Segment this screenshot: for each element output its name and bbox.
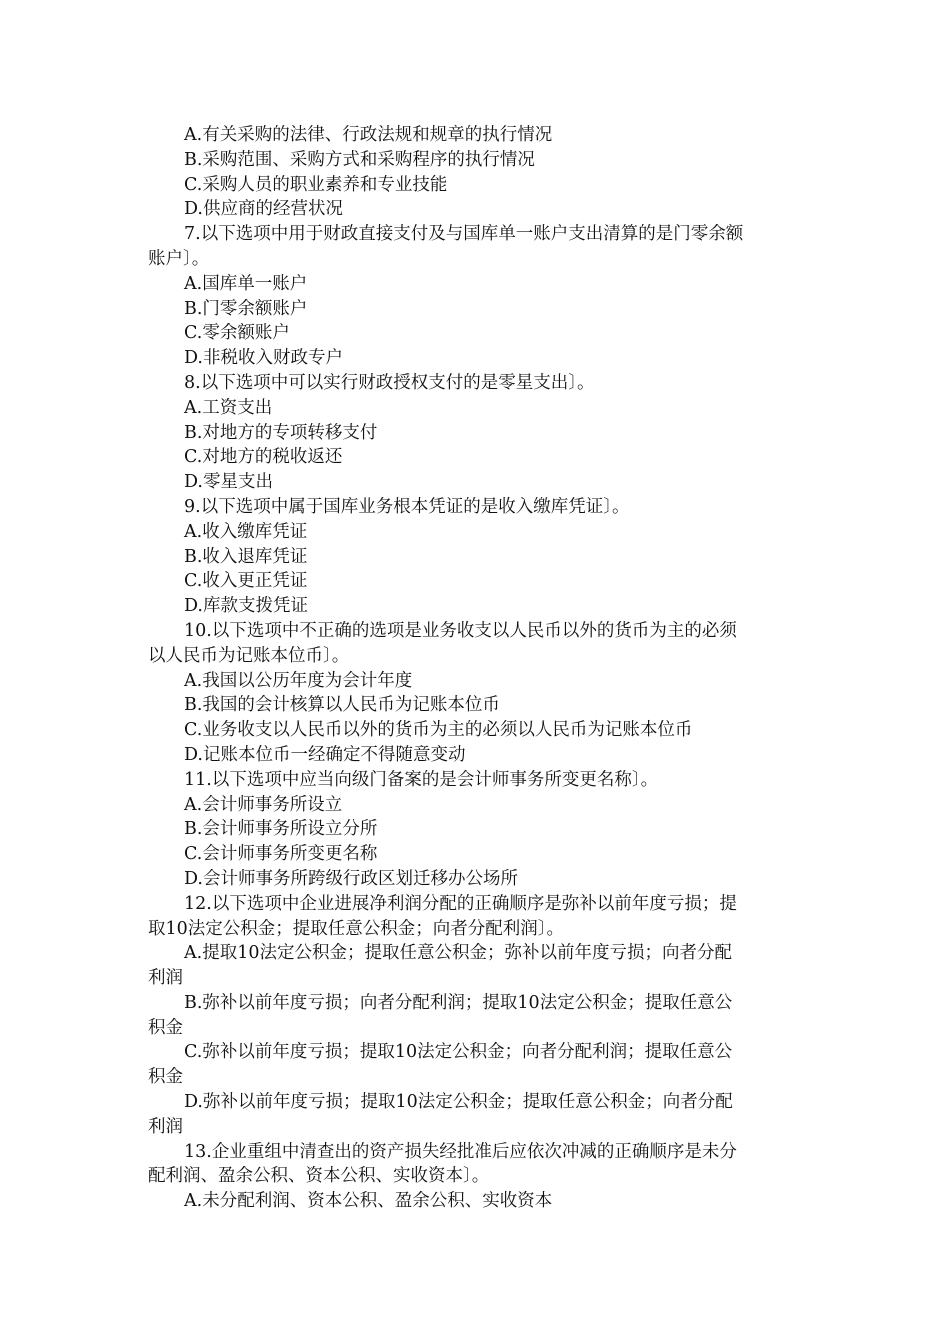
text-line: D.会计师事务所跨级行政区划迁移办公场所: [184, 868, 518, 889]
text-line: B.门零余额账户: [184, 298, 308, 319]
text-line: 以人民币为记账本位币〕。: [148, 645, 350, 666]
text-line: D.零星支出: [184, 472, 273, 493]
text-line: 利润: [148, 1116, 183, 1137]
text-line: B.采购范围、采购方式和采购程序的执行情况: [184, 149, 535, 170]
text-line: C.对地方的税收返还: [184, 447, 343, 468]
text-line: B.收入退库凭证: [184, 546, 308, 567]
text-line: A.有关采购的法律、行政法规和规章的执行情况: [184, 125, 553, 145]
text-line: D.记账本位币一经确定不得随意变动: [184, 744, 466, 765]
text-line: 12.以下选项中企业进展净利润分配的正确顺序是弥补以前年度亏损；提: [184, 893, 737, 914]
text-line: C.零余额账户: [184, 323, 290, 344]
text-line: 7.以下选项中用于财政直接支付及与国库单一账户支出清算的是门零余额: [184, 224, 744, 245]
text-line: 账户〕。: [148, 248, 210, 269]
text-line: A.收入缴库凭证: [184, 521, 308, 542]
text-line: 利润: [148, 968, 183, 989]
text-line: A.会计师事务所设立: [184, 794, 343, 815]
text-line: B.弥补以前年度亏损；向者分配利润；提取10法定公积金；提取任意公: [184, 992, 733, 1013]
text-line: C.业务收支以人民币以外的货币为主的必须以人民币为记账本位币: [184, 720, 693, 741]
text-line: 积金: [148, 1017, 183, 1038]
text-line: 10.以下选项中不正确的选项是业务收支以人民币以外的货币为主的必须: [184, 620, 737, 641]
text-line: 11.以下选项中应当向级门备案的是会计师事务所变更名称〕。: [184, 769, 659, 790]
text-line: D.弥补以前年度亏损；提取10法定公积金；提取任意公积金；向者分配: [184, 1092, 733, 1113]
text-line: B.对地方的专项转移支付: [184, 422, 378, 443]
text-line: 13.企业重组中清查出的资产损失经批准后应依次冲减的正确顺序是未分: [184, 1141, 737, 1162]
text-line: C.收入更正凭证: [184, 571, 308, 592]
text-line: C.弥补以前年度亏损；提取10法定公积金；向者分配利润；提取任意公: [184, 1042, 733, 1063]
text-line: D.库款支拨凭证: [184, 596, 308, 617]
text-line: A.我国以公历年度为会计年度: [184, 670, 413, 691]
text-line: A.未分配利润、资本公积、盈余公积、实收资本: [184, 1191, 553, 1212]
text-line: D.非税收入财政专户: [184, 348, 343, 369]
text-line: 取10法定公积金；提取任意公积金；向者分配利润〕。: [148, 918, 565, 939]
text-line: 9.以下选项中属于国库业务根本凭证的是收入缴库凭证〕。: [184, 496, 630, 517]
text-line: C.采购人员的职业素养和专业技能: [184, 174, 448, 195]
text-line: A.国库单一账户: [184, 273, 308, 294]
document-body: [148, 123, 798, 1214]
text-line: 积金: [148, 1067, 183, 1088]
text-line: B.会计师事务所设立分所: [184, 819, 378, 840]
text-line: A.提取10法定公积金；提取任意公积金；弥补以前年度亏损；向者分配: [184, 943, 732, 964]
text-line: B.我国的会计核算以人民币为记账本位币: [184, 695, 500, 716]
text-line: D.供应商的经营状况: [184, 199, 343, 220]
text-line: A.工资支出: [184, 397, 273, 418]
text-line: 配利润、盈余公积、资本公积、实收资本〕。: [148, 1166, 490, 1187]
text-line: 8.以下选项中可以实行财政授权支付的是零星支出〕。: [184, 372, 595, 393]
text-line: C.会计师事务所变更名称: [184, 844, 378, 865]
